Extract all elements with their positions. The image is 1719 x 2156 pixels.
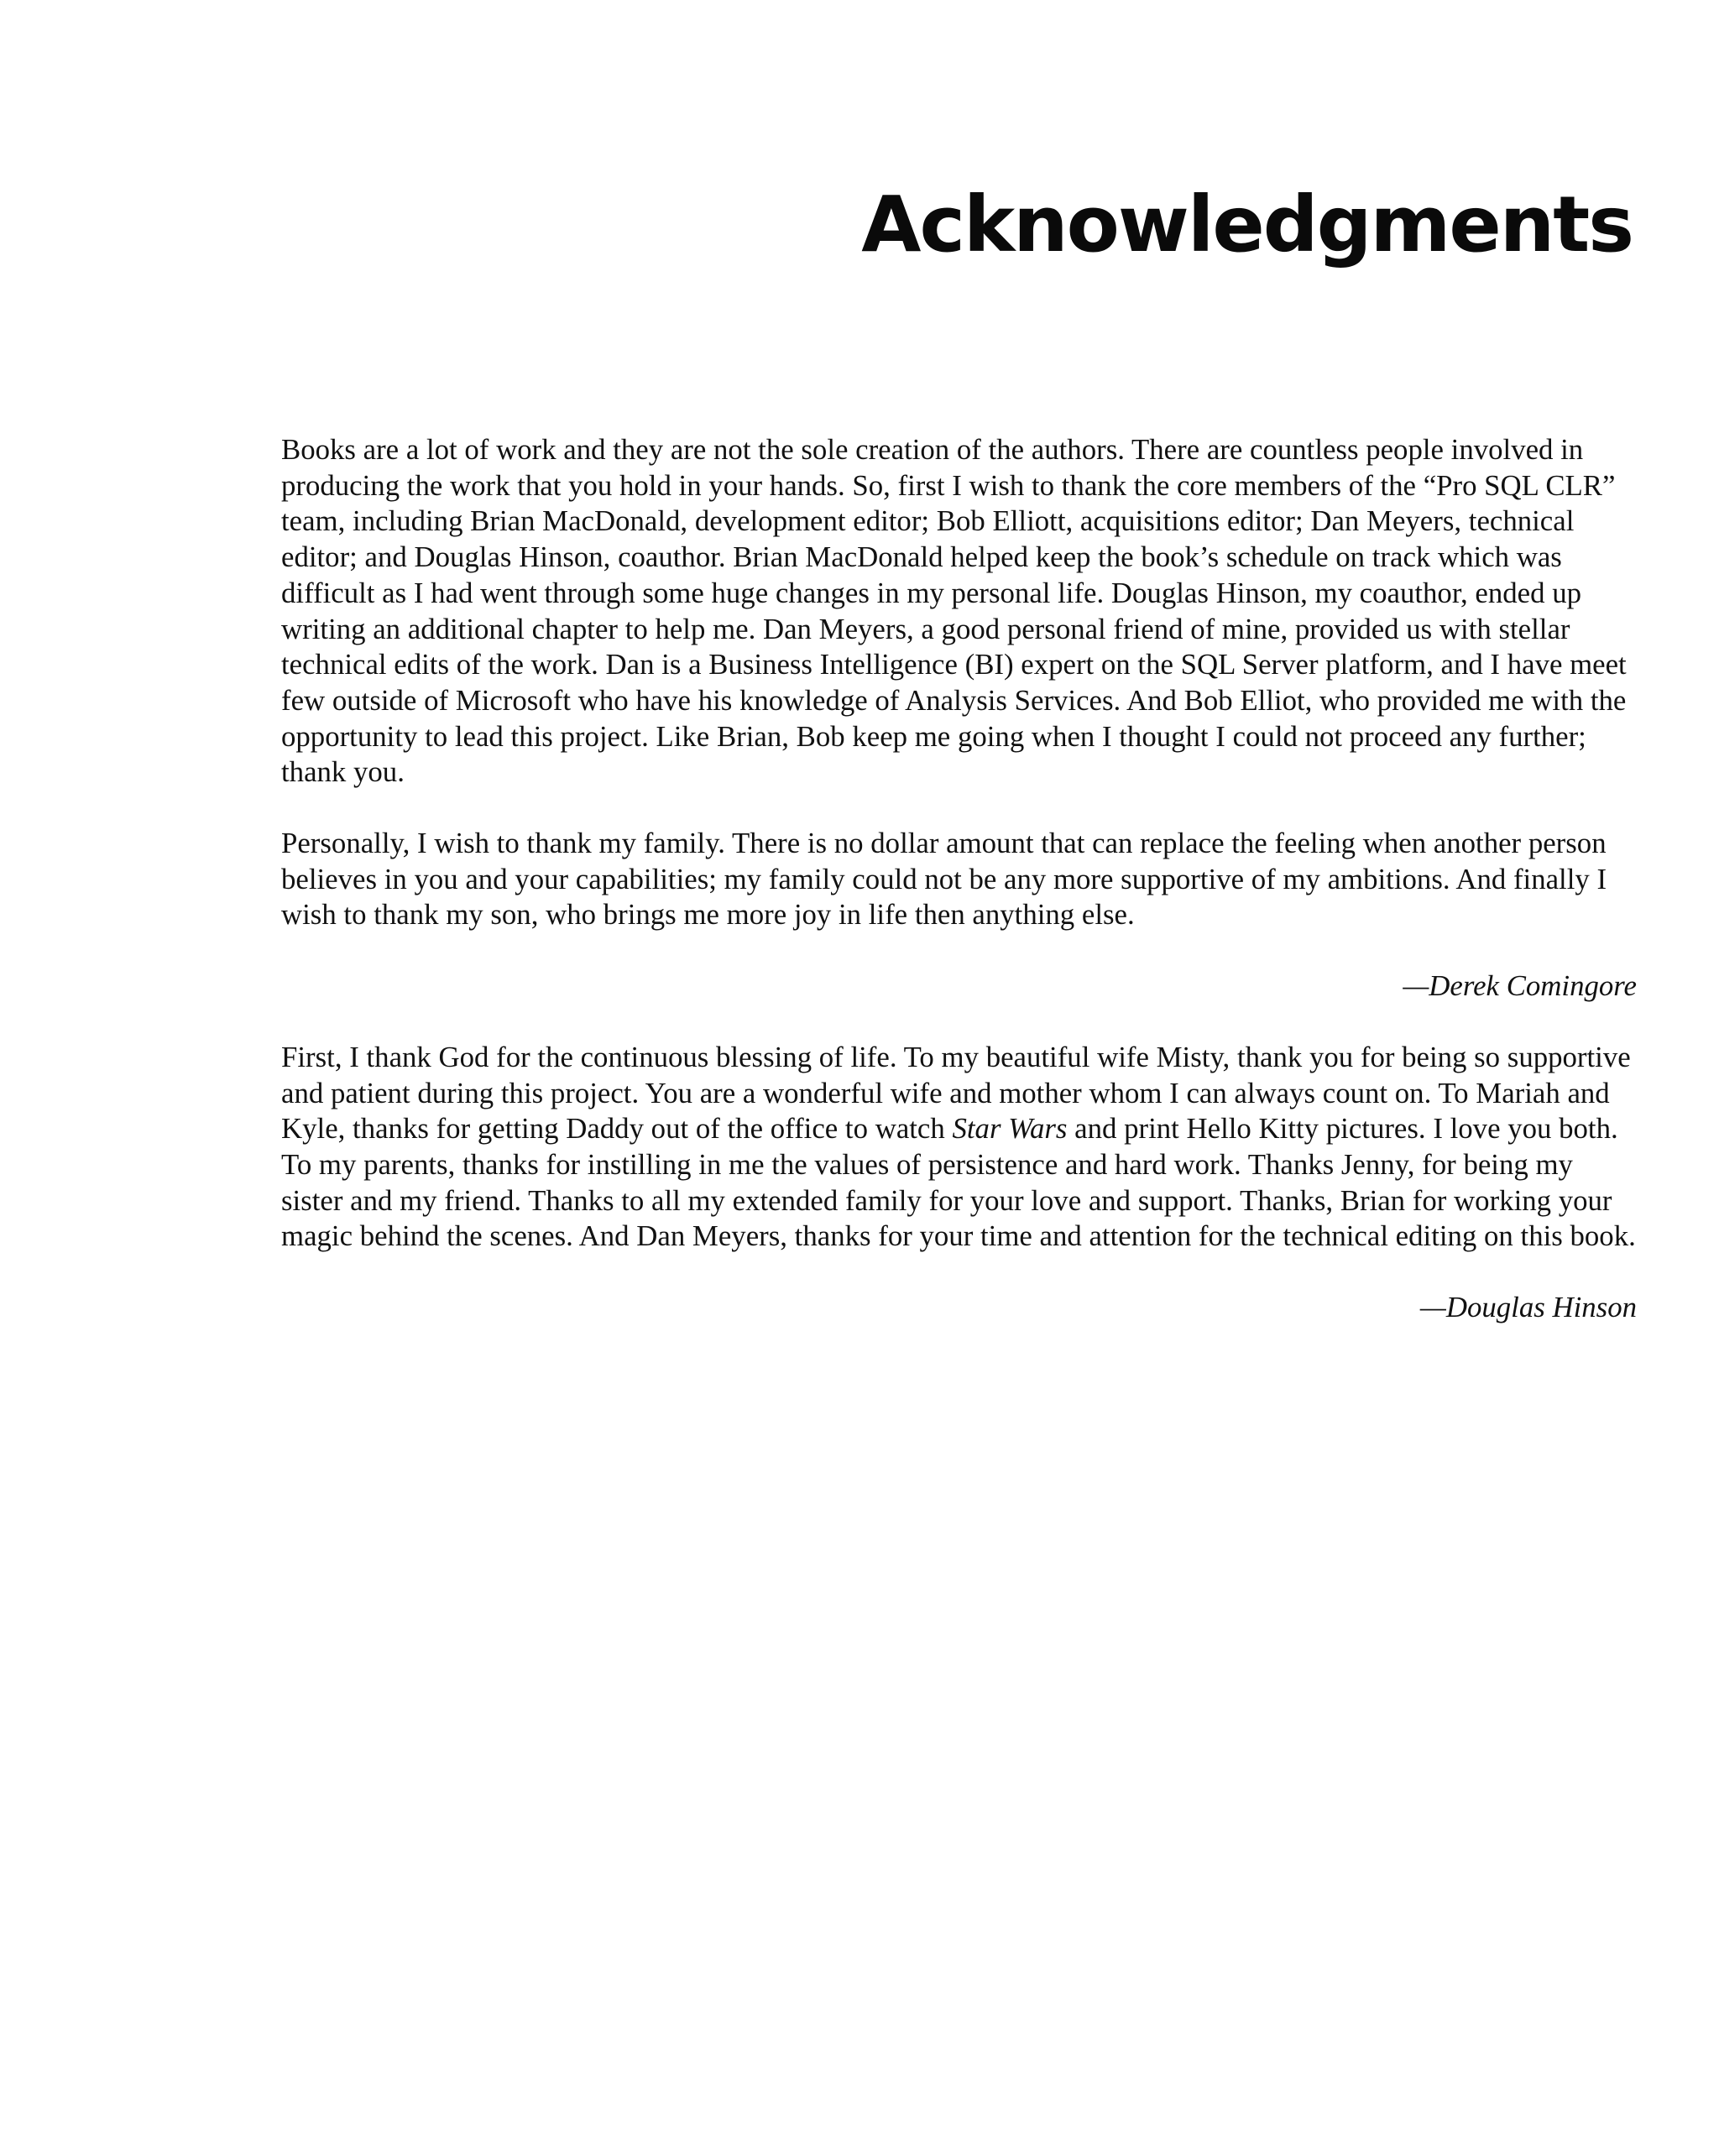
signature-derek: —Derek Comingore: [1403, 969, 1637, 1003]
paragraph-douglas-text-2: and print Hello Kitty pictures. I love you both. To my parents, thanks for instilling in me the values of persistence and hard work. Thanks Jenny, for being my sister and my friend. Thanks to all my extended family for your love and support. Thanks, Brian for working your magic behind the scenes. And Dan Meyers, thanks for your time and attention for the technical editing on this book.: [281, 1112, 1636, 1253]
star-wars-title: Star Wars: [952, 1112, 1068, 1146]
paragraph-derek-1: Books are a lot of work and they are not the sole creation of the authors. There are countless people involved in producing the work that you hold in your hands. So, first I wish to thank the core members of the “Pro SQL CLR” team, including Brian MacDonald, development editor; Bob Elliott, acquisitions editor; Dan Meyers, technical editor; and Douglas Hinson, coauthor. Brian MacDonald helped keep the book’s schedule on track which was difficult as I had went through some huge changes in my personal life. Douglas Hinson, my coauthor, ended up writing an additional chapter to help me. Dan Meyers, a good personal friend of mine, provided us with stellar technical edits of the work. Dan is a Business Intelligence (BI) expert on the SQL Server platform, and I have meet few outside of Microsoft who have his knowledge of Analysis Services. And Bob Elliot, who provided me with the opportunity to lead this project. Like Brian, Bob keep me going when I thought I could not proceed any further; thank you.: [281, 433, 1627, 789]
signature-douglas: —Douglas Hinson: [1419, 1291, 1637, 1324]
page-title: Acknowledgments: [861, 180, 1633, 269]
paragraph-douglas: [281, 1040, 1637, 1255]
acknowledgments-body: [281, 432, 1637, 1326]
paragraph-derek-2: Personally, I wish to thank my family. There is no dollar amount that can replace the feeling when another person believes in you and your capabilities; my family could not be any more supportive of my ambitions. And finally I wish to thank my son, who brings me more joy in life then anything else.: [281, 827, 1607, 932]
paragraph-douglas-text-1: First, I thank God for the continuous blessing of life. To my beautiful wife Misty, thank you for being so supportive and patient during this project. You are a wonderful wife and mother whom I can always count on. To Mariah and Kyle, thanks for getting Daddy out of the office to watch: [281, 1040, 1631, 1146]
